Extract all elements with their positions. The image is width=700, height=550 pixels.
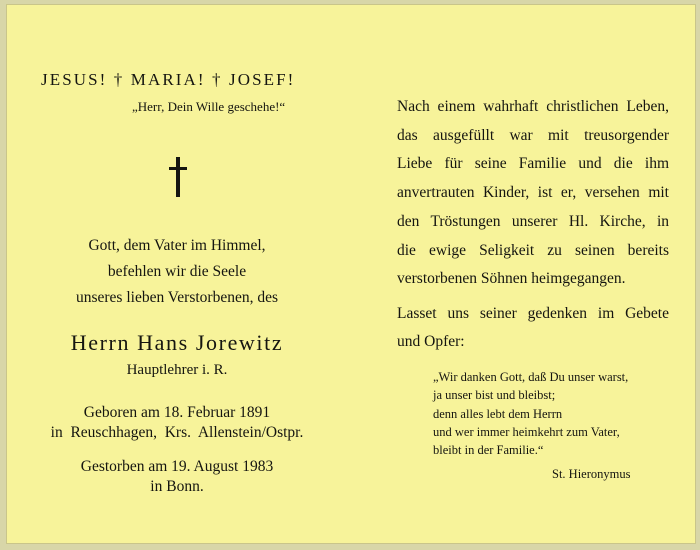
- motto: „Herr, Dein Wille geschehe!“: [132, 99, 286, 114]
- prayer-request: [397, 300, 669, 356]
- paragraph-line: anvertrauten Kinder, ist er, versehen mit: [397, 184, 669, 202]
- memorial-card: [6, 4, 696, 544]
- birth-date: Geboren am 18. Februar 1891: [83, 404, 271, 421]
- prayer-line: und Opfer:: [397, 333, 465, 350]
- quote-line: denn alles lebt dem Herrn: [433, 406, 563, 421]
- intro-line: Gott, dem Vater im Himmel,: [88, 237, 266, 254]
- deceased-name: Herrn Hans Jorewitz: [70, 330, 284, 355]
- deceased-title: Hauptlehrer i. R.: [126, 362, 228, 378]
- death-place: in Bonn.: [150, 478, 204, 495]
- paragraph-line: die ewige Seligkeit zu seinen bereits: [397, 241, 669, 259]
- intro-line: unseres lieben Verstorbenen, des: [75, 289, 278, 306]
- cross-icon: [169, 157, 187, 197]
- quote-author: St. Hieronymus: [552, 467, 631, 481]
- birth-info: [27, 403, 327, 443]
- intro-line: befehlen wir die Seele: [107, 263, 247, 280]
- paragraph-line: das ausgefüllt war mit treusorgender: [397, 126, 669, 144]
- prayer-line: Lasset uns seiner gedenken im Gebete: [397, 305, 669, 322]
- obituary-paragraph: [397, 93, 669, 294]
- quote-line: und wer immer heimkehrt zum Vater,: [433, 424, 620, 439]
- paragraph-line: verstorbenen Söhnen heimgegangen.: [397, 270, 626, 288]
- paragraph-line: Liebe für seine Familie und die ihm: [397, 155, 669, 173]
- paragraph-line: den Tröstungen unserer Hl. Kirche, in: [397, 212, 669, 230]
- quote-block: [433, 368, 628, 459]
- death-date: Gestorben am 19. August 1983: [80, 458, 274, 475]
- intro-text: [27, 233, 327, 311]
- header-invocation: JESUS! † MARIA! † JOSEF!: [41, 70, 296, 89]
- quote-line: bleibt in der Familie.“: [433, 443, 544, 458]
- death-info: [27, 457, 327, 497]
- quote-line: ja unser bist und bleibst;: [433, 388, 556, 403]
- paragraph-line: Nach einem wahrhaft christlichen Leben,: [397, 98, 669, 115]
- quote-line: „Wir danken Gott, daß Du unser warst,: [433, 370, 629, 384]
- birth-place: in Reuschhagen, Krs. Allenstein/Ostpr.: [50, 424, 304, 441]
